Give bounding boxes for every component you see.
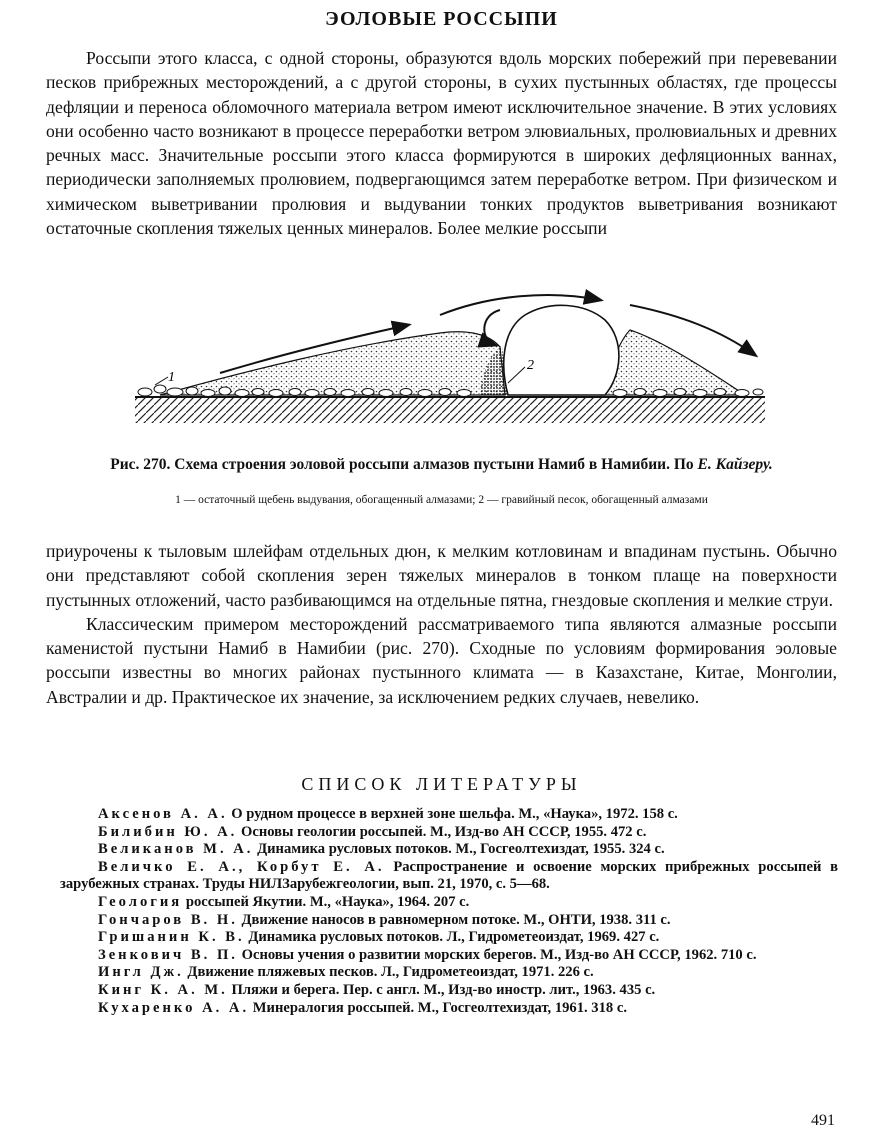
reference-author: Гончаров В. Н.	[98, 911, 238, 928]
reference-author: Аксенов А. А.	[98, 806, 228, 822]
reference-item	[60, 824, 838, 842]
reference-text: О рудном процессе в верхней зоне шельфа. М., «Наука», 1972. 158 с.	[231, 806, 678, 822]
reference-text: Динамика русловых потоков. М., Госгеолтехиздат, 1955. 324 с.	[257, 841, 665, 858]
reference-text: Основы учения о развитии морских берегов. М., Изд-во АН СССР, 1962. 710 с.	[241, 946, 757, 963]
reference-author: Геология	[98, 893, 183, 910]
reference-text: Движение пляжевых песков. Л., Гидрометеоиздат, 1971. 226 с.	[187, 964, 594, 981]
dune-diagram-svg	[130, 285, 770, 435]
figure-caption-main: Рис. 270. Схема строения эоловой россыпи алмазов пустыни Намиб в Намибии. По	[110, 456, 694, 473]
dune-windward-slope	[160, 332, 505, 395]
reference-author: Величко Е. А., Корбут Е. А.	[98, 858, 385, 875]
leader-line-1	[155, 377, 168, 385]
reference-item	[60, 912, 838, 930]
reference-text: россыпей Якутии. М., «Наука», 1964. 207 с.	[185, 893, 470, 910]
reference-author: Кухаренко А. А.	[98, 999, 250, 1016]
references-heading: СПИСОК ЛИТЕРАТУРЫ	[301, 774, 582, 794]
dune-leeward-slope	[600, 330, 745, 395]
reference-item	[60, 964, 838, 982]
reference-text: Минералогия россыпей. М., Госгеолтехиздат, 1961. 318 с.	[252, 999, 627, 1016]
figure-caption-note: 1 — остаточный щебень выдувания, обогащенный алмазами; 2 — гравийный песок, обогащенный алмазами	[175, 494, 708, 506]
figure-label-2: 2	[527, 358, 534, 373]
intro-text-block	[46, 46, 837, 240]
figure-caption-author: Е. Кайзеру.	[697, 456, 773, 473]
reference-item	[60, 982, 838, 1000]
reference-author: Зенкович В. П.	[98, 946, 238, 963]
example-paragraph: Классическим примером месторождений рассматриваемого типа являются алмазные россыпи каменистой пустыни Намиб в Намибии (рис. 270). Сходные по условиям формирования эоловые россыпи известны во многих районах пустынного климата — в Казахстане, Китае, Монголии, Австралии и др. Практическое их значение, за исключением редких случаев, невелико.	[46, 613, 837, 707]
section-heading: ЭОЛОВЫЕ РОССЫПИ	[325, 8, 558, 30]
reference-item	[60, 894, 838, 912]
reference-author: Билибин Ю. А.	[98, 823, 238, 840]
reference-text: Динамика русловых потоков. Л., Гидрометеоиздат, 1969. 427 с.	[248, 929, 660, 946]
page-number: 491	[811, 1112, 835, 1129]
reference-item	[60, 806, 838, 824]
large-boulder	[504, 305, 619, 395]
figure-caption-title	[100, 455, 783, 475]
reference-item	[60, 841, 838, 859]
bedrock-layer	[135, 397, 765, 423]
continuation-paragraph: приурочены к тыловым шлейфам отдельных дюн, к мелким котловинам и впадинам пустынь. Обычно они представляют собой скопления зерен тяжелых минералов в тонком плаще на поверхности пустынных отложений, часто разбивающимся на отдельные пятна, гнездовые скопления и мелкие струи.	[46, 541, 837, 610]
reference-text: Пляжи и берега. Пер. с англ. М., Изд-во иностр. лит., 1963. 435 с.	[231, 981, 656, 998]
intro-paragraph: Россыпи этого класса, с одной стороны, образуются вдоль морских побережий при перевевании песков прибрежных месторождений, а с другой стороны, в сухих пустынных областях, где процессы дефляции и переноса обломочного материала ветром имеют исключительное значение. В этих условиях они особенно часто возникают в процессе переработки ветром элювиальных, пролювиальных и древних речных масс. Значительные россыпи этого класса формируются в широких дефляционных ваннах, периодически заполняемых пролювием, подвергающимся затем переработке ветром. При физическом и химическом выветривании пролювия и выдувании тонких продуктов выветривания возникают остаточные скопления тяжелых ценных минералов. Более мелкие россыпи	[46, 48, 837, 239]
reference-author: Ингл Дж.	[98, 964, 184, 981]
reference-text: Движение наносов в равномерном потоке. М., ОНТИ, 1938. 311 с.	[241, 911, 671, 928]
figure-label-1: 1	[168, 370, 175, 385]
references-list	[60, 806, 838, 1017]
reference-author: Гришанин К. В.	[98, 929, 245, 946]
reference-text: Распространение и освоение морских прибрежных россыпей в зарубежных странах. Труды НИЛЗарубежгеологии, вып. 21, 1970, с. 5—68.	[60, 858, 838, 893]
reference-item	[60, 1000, 838, 1018]
reference-author: Кинг К. А. М.	[98, 981, 228, 998]
figure-dune-diagram	[130, 285, 770, 435]
reference-author: Великанов М. А.	[98, 841, 254, 858]
body-text-block	[46, 539, 837, 709]
reference-item	[60, 947, 838, 965]
reference-item	[60, 859, 838, 894]
reference-text: Основы геологии россыпей. М., Изд-во АН СССР, 1955. 472 с.	[241, 823, 647, 840]
reference-item	[60, 929, 838, 947]
